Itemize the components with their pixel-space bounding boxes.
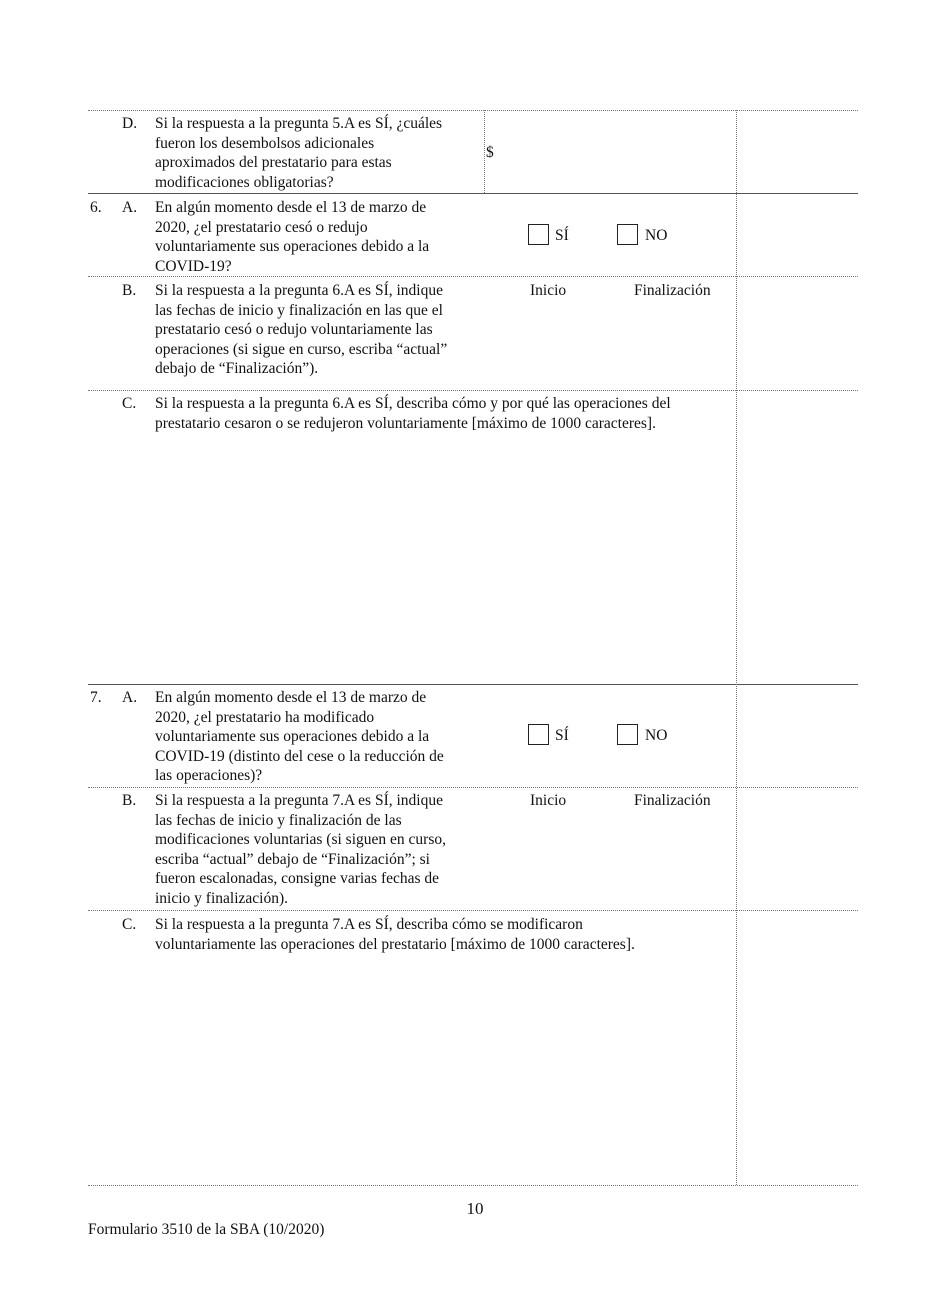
q7b-start-label: Inicio	[530, 792, 567, 809]
q5d-answer-cell[interactable]	[740, 112, 856, 190]
q6c-question	[155, 394, 671, 433]
q5d-letter: D.	[122, 115, 138, 132]
q7b-line-1: Si la respuesta a la pregunta 7.A es SÍ, indique	[155, 792, 443, 809]
q7b-start-date-field[interactable]	[510, 814, 606, 906]
q5d-line-3: aproximados del prestatario para estas	[155, 154, 392, 171]
row-divider-bottom	[88, 1185, 858, 1186]
q7a-line-1: En algún momento desde el 13 de marzo de	[155, 689, 427, 706]
q6a-line-3: voluntariamente sus operaciones debido a la	[155, 238, 430, 255]
row-divider-q7	[88, 684, 858, 685]
q7a-line-2: 2020, ¿el prestatario ha modificado	[155, 708, 375, 726]
q6a-letter: A.	[122, 199, 138, 216]
q7a-letter: A.	[122, 689, 138, 706]
q6b-answer-cell[interactable]	[740, 279, 856, 387]
row-divider-q7b	[88, 787, 858, 788]
q5d-line-1: Si la respuesta a la pregunta 5.A es SÍ, ¿cuáles	[155, 115, 443, 132]
q6a-no-label: NO	[645, 227, 668, 244]
q7b-end-date-field[interactable]	[620, 814, 730, 906]
q6b-letter: B.	[122, 282, 137, 299]
q6a-yes-checkbox[interactable]	[528, 224, 549, 245]
q6b-line-1: Si la respuesta a la pregunta 6.A es SÍ, indique	[155, 282, 443, 299]
q7a-line-4: COVID-19 (distinto del cese o la reducción de	[155, 747, 444, 765]
q6-number: 6.	[90, 199, 102, 216]
q6a-yes-label: SÍ	[555, 227, 569, 244]
q6c-answer-cell[interactable]	[740, 393, 856, 681]
q5d-inner-divider	[484, 110, 485, 193]
q7a-line-5: las operaciones)?	[155, 767, 263, 784]
q7a-yes-label: SÍ	[555, 727, 569, 744]
form-identifier: Formulario 3510 de la SBA (10/2020)	[88, 1221, 325, 1238]
q7a-answer-cell[interactable]	[740, 687, 856, 785]
q6c-description-textarea[interactable]	[155, 440, 730, 678]
q7a-no-checkbox[interactable]	[617, 724, 638, 745]
q6b-end-label: Finalización	[634, 282, 711, 299]
row-divider-q6b	[88, 276, 858, 277]
row-divider-q6c	[88, 390, 858, 391]
q6a-no-checkbox[interactable]	[617, 224, 638, 245]
q7c-answer-cell[interactable]	[740, 913, 856, 1183]
q6b-line-3: prestatario cesó o redujo voluntariamente las	[155, 321, 433, 338]
q6b-line-2: las fechas de inicio y finalización en las que el	[155, 301, 443, 319]
q6b-question	[155, 281, 447, 379]
q6a-answer-cell[interactable]	[740, 196, 856, 274]
q7a-line-3: voluntariamente sus operaciones debido a la	[155, 728, 430, 745]
q7-number: 7.	[90, 689, 102, 706]
q7b-line-2: las fechas de inicio y finalización de las	[155, 811, 402, 829]
q6b-end-date-field[interactable]	[620, 304, 730, 384]
page-number: 10	[466, 1199, 484, 1218]
q5d-line-2: fueron los desembolsos adicionales	[155, 134, 375, 152]
q7b-line-3: modificaciones voluntarias (si siguen en curso,	[155, 831, 446, 848]
q5d-currency-symbol: $	[486, 144, 494, 161]
q5d-question	[155, 114, 442, 192]
q5d-line-4: modificaciones obligatorias?	[155, 173, 334, 191]
q7c-letter: C.	[122, 916, 137, 933]
q6c-line-2: prestatario cesaron o se redujeron voluntariamente [máximo de 1000 caracteres].	[155, 414, 656, 432]
q7b-answer-cell[interactable]	[740, 790, 856, 908]
row-divider-q6	[88, 193, 858, 194]
q6a-question	[155, 198, 429, 276]
row-divider-q7c	[88, 910, 858, 911]
q6c-letter: C.	[122, 395, 137, 412]
q7c-line-2: voluntariamente las operaciones del prestatario [máximo de 1000 caracteres].	[155, 935, 635, 953]
answer-column-divider	[736, 110, 737, 1185]
q7c-question	[155, 915, 635, 954]
q7b-line-6: inicio y finalización).	[155, 889, 288, 907]
q7b-line-4: escriba “actual” debajo de “Finalización”; si	[155, 850, 430, 868]
q7c-line-1: Si la respuesta a la pregunta 7.A es SÍ, describa cómo se modificaron	[155, 916, 583, 933]
q6a-line-4: COVID-19?	[155, 257, 232, 275]
q7b-question	[155, 791, 446, 908]
q6a-line-2: 2020, ¿el prestatario cesó o redujo	[155, 218, 368, 236]
q7b-line-5: fueron escalonadas, consigne varias fechas de	[155, 870, 440, 887]
q7b-letter: B.	[122, 792, 137, 809]
q6b-start-date-field[interactable]	[510, 304, 606, 384]
q6b-line-4: operaciones (si sigue en curso, escriba “actual”	[155, 340, 448, 358]
q7b-end-label: Finalización	[634, 792, 711, 809]
q6c-line-1: Si la respuesta a la pregunta 6.A es SÍ, describa cómo y por qué las operaciones del	[155, 395, 671, 412]
q7a-question	[155, 688, 444, 786]
q7c-description-textarea[interactable]	[155, 960, 730, 1180]
q6b-line-5: debajo de “Finalización”).	[155, 360, 319, 377]
q7a-no-label: NO	[645, 727, 668, 744]
q7a-yes-checkbox[interactable]	[528, 724, 549, 745]
q6a-line-1: En algún momento desde el 13 de marzo de	[155, 199, 427, 216]
q6b-start-label: Inicio	[530, 282, 567, 299]
row-divider-top	[88, 110, 858, 111]
q5d-amount-field[interactable]	[500, 112, 732, 190]
